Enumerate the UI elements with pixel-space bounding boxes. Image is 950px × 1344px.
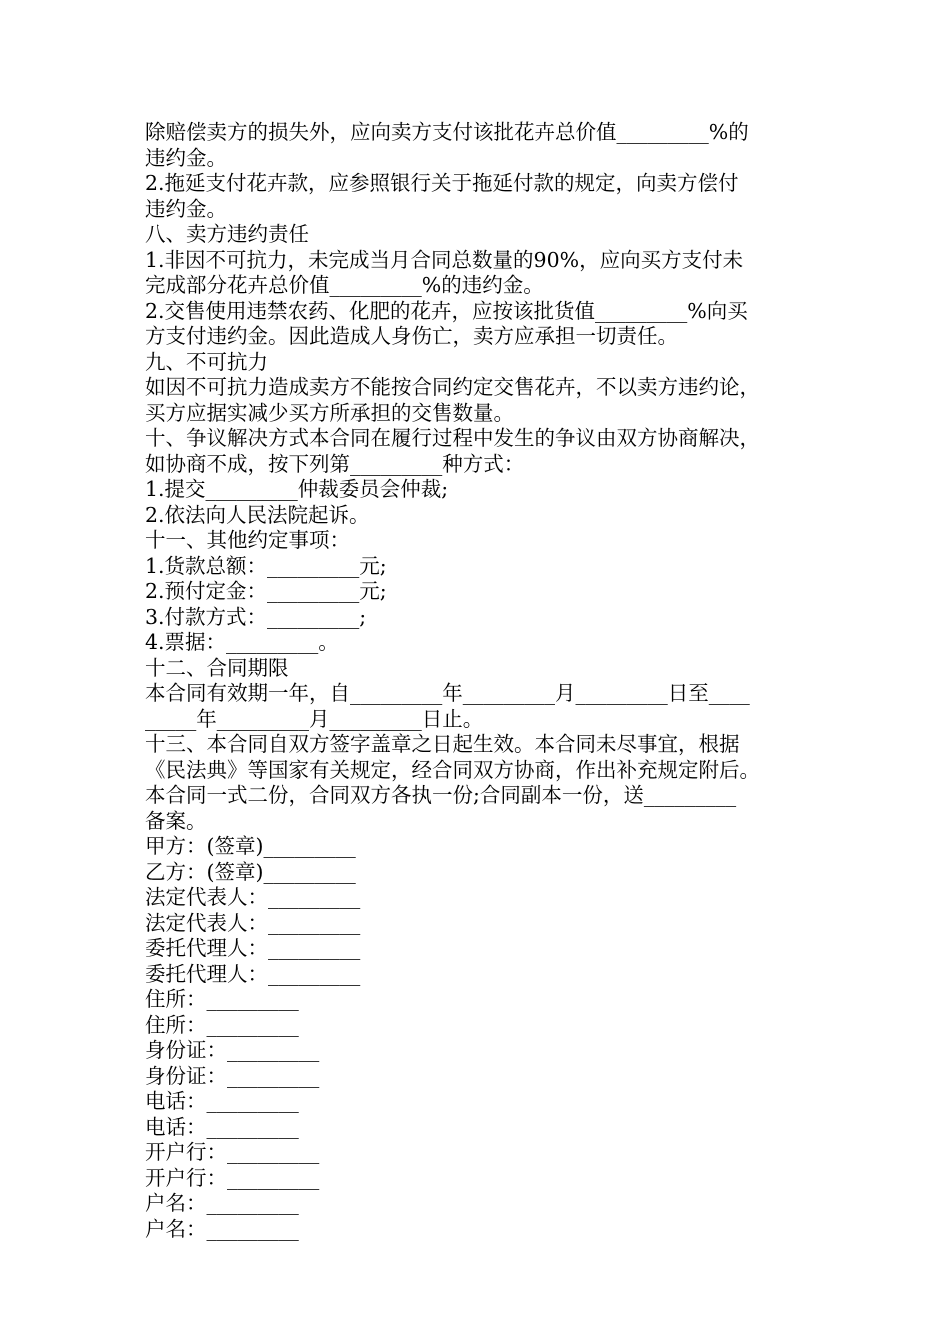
text-line: 3.付款方式：_________; <box>145 604 367 629</box>
signature-field: 乙方：(签章)_________ <box>145 859 356 884</box>
signature-field: 身份证：_________ <box>145 1038 320 1062</box>
text-line: 《民法典》等国家有关规定，经合同双方协商，作出补充规定附后。 <box>145 757 760 782</box>
text-line: 2.拖延支付花卉款，应参照银行关于拖延付款的规定，向卖方偿付 <box>145 171 739 195</box>
section-heading: 十、争议解决方式本合同在履行过程中发生的争议由双方协商解决， <box>145 426 760 450</box>
text-line: 违约金。 <box>145 145 227 170</box>
text-line: 完成部分花卉总价值_________%的违约金。 <box>145 273 544 297</box>
signature-field: 甲方：(签章)_________ <box>145 834 356 858</box>
text-line: 本合同一式二份，合同双方各执一份;合同副本一份，送_________ <box>145 783 737 807</box>
text-line: 2.预付定金：_________元; <box>145 579 387 603</box>
signature-field: 法定代表人：_________ <box>145 910 361 935</box>
signature-field: 身份证：_________ <box>145 1063 320 1088</box>
text-line: 2.交售使用违禁农药、化肥的花卉，应按该批货值_________%向买 <box>145 298 748 323</box>
text-line: _____年_________月_________日止。 <box>145 706 484 731</box>
text-line: 方支付违约金。因此造成人身伤亡，卖方应承担一切责任。 <box>145 324 678 348</box>
section-heading: 十二、合同期限 <box>145 655 289 680</box>
text-line: 1.非因不可抗力，未完成当月合同总数量的90%，应向买方支付未 <box>145 247 744 272</box>
text-line: 违约金。 <box>145 196 227 221</box>
text-line: 除赔偿卖方的损失外，应向卖方支付该批花卉总价值_________%的 <box>145 120 749 144</box>
signature-field: 法定代表人：_________ <box>145 885 361 909</box>
text-line: 如协商不成，按下列第_________种方式： <box>145 451 525 476</box>
text-line: 本合同有效期一年，自_________年_________月_________日至____ <box>145 681 750 705</box>
signature-field: 户名：_________ <box>145 1191 299 1215</box>
signature-field: 电话：_________ <box>145 1089 299 1113</box>
section-heading: 十一、其他约定事项： <box>145 528 350 552</box>
signature-field: 委托代理人：_________ <box>145 936 361 960</box>
signature-field: 开户行：_________ <box>145 1165 320 1190</box>
text-line: 买方应据实减少买方所承担的交售数量。 <box>145 400 514 425</box>
signature-field: 住所：_________ <box>145 1012 299 1037</box>
signature-field: 委托代理人：_________ <box>145 961 361 986</box>
signature-field: 住所：_________ <box>145 987 299 1011</box>
text-line: 4.票据：_________。 <box>145 630 339 654</box>
text-line: 1.货款总额：_________元; <box>145 553 387 578</box>
contract-document-body <box>145 120 815 1242</box>
text-line: 备案。 <box>145 808 207 833</box>
section-heading: 九、不可抗力 <box>145 349 268 374</box>
text-line: 如因不可抗力造成卖方不能按合同约定交售花卉，不以卖方违约论， <box>145 375 760 399</box>
section-heading: 十三、本合同自双方签字盖章之日起生效。本合同未尽事宜，根据 <box>145 732 740 756</box>
text-line: 1.提交_________仲裁委员会仲裁; <box>145 477 449 501</box>
signature-field: 户名：_________ <box>145 1216 299 1241</box>
signature-field: 电话：_________ <box>145 1114 299 1139</box>
section-heading: 八、卖方违约责任 <box>145 222 309 246</box>
signature-field: 开户行：_________ <box>145 1140 320 1164</box>
text-line: 2.依法向人民法院起诉。 <box>145 502 370 527</box>
